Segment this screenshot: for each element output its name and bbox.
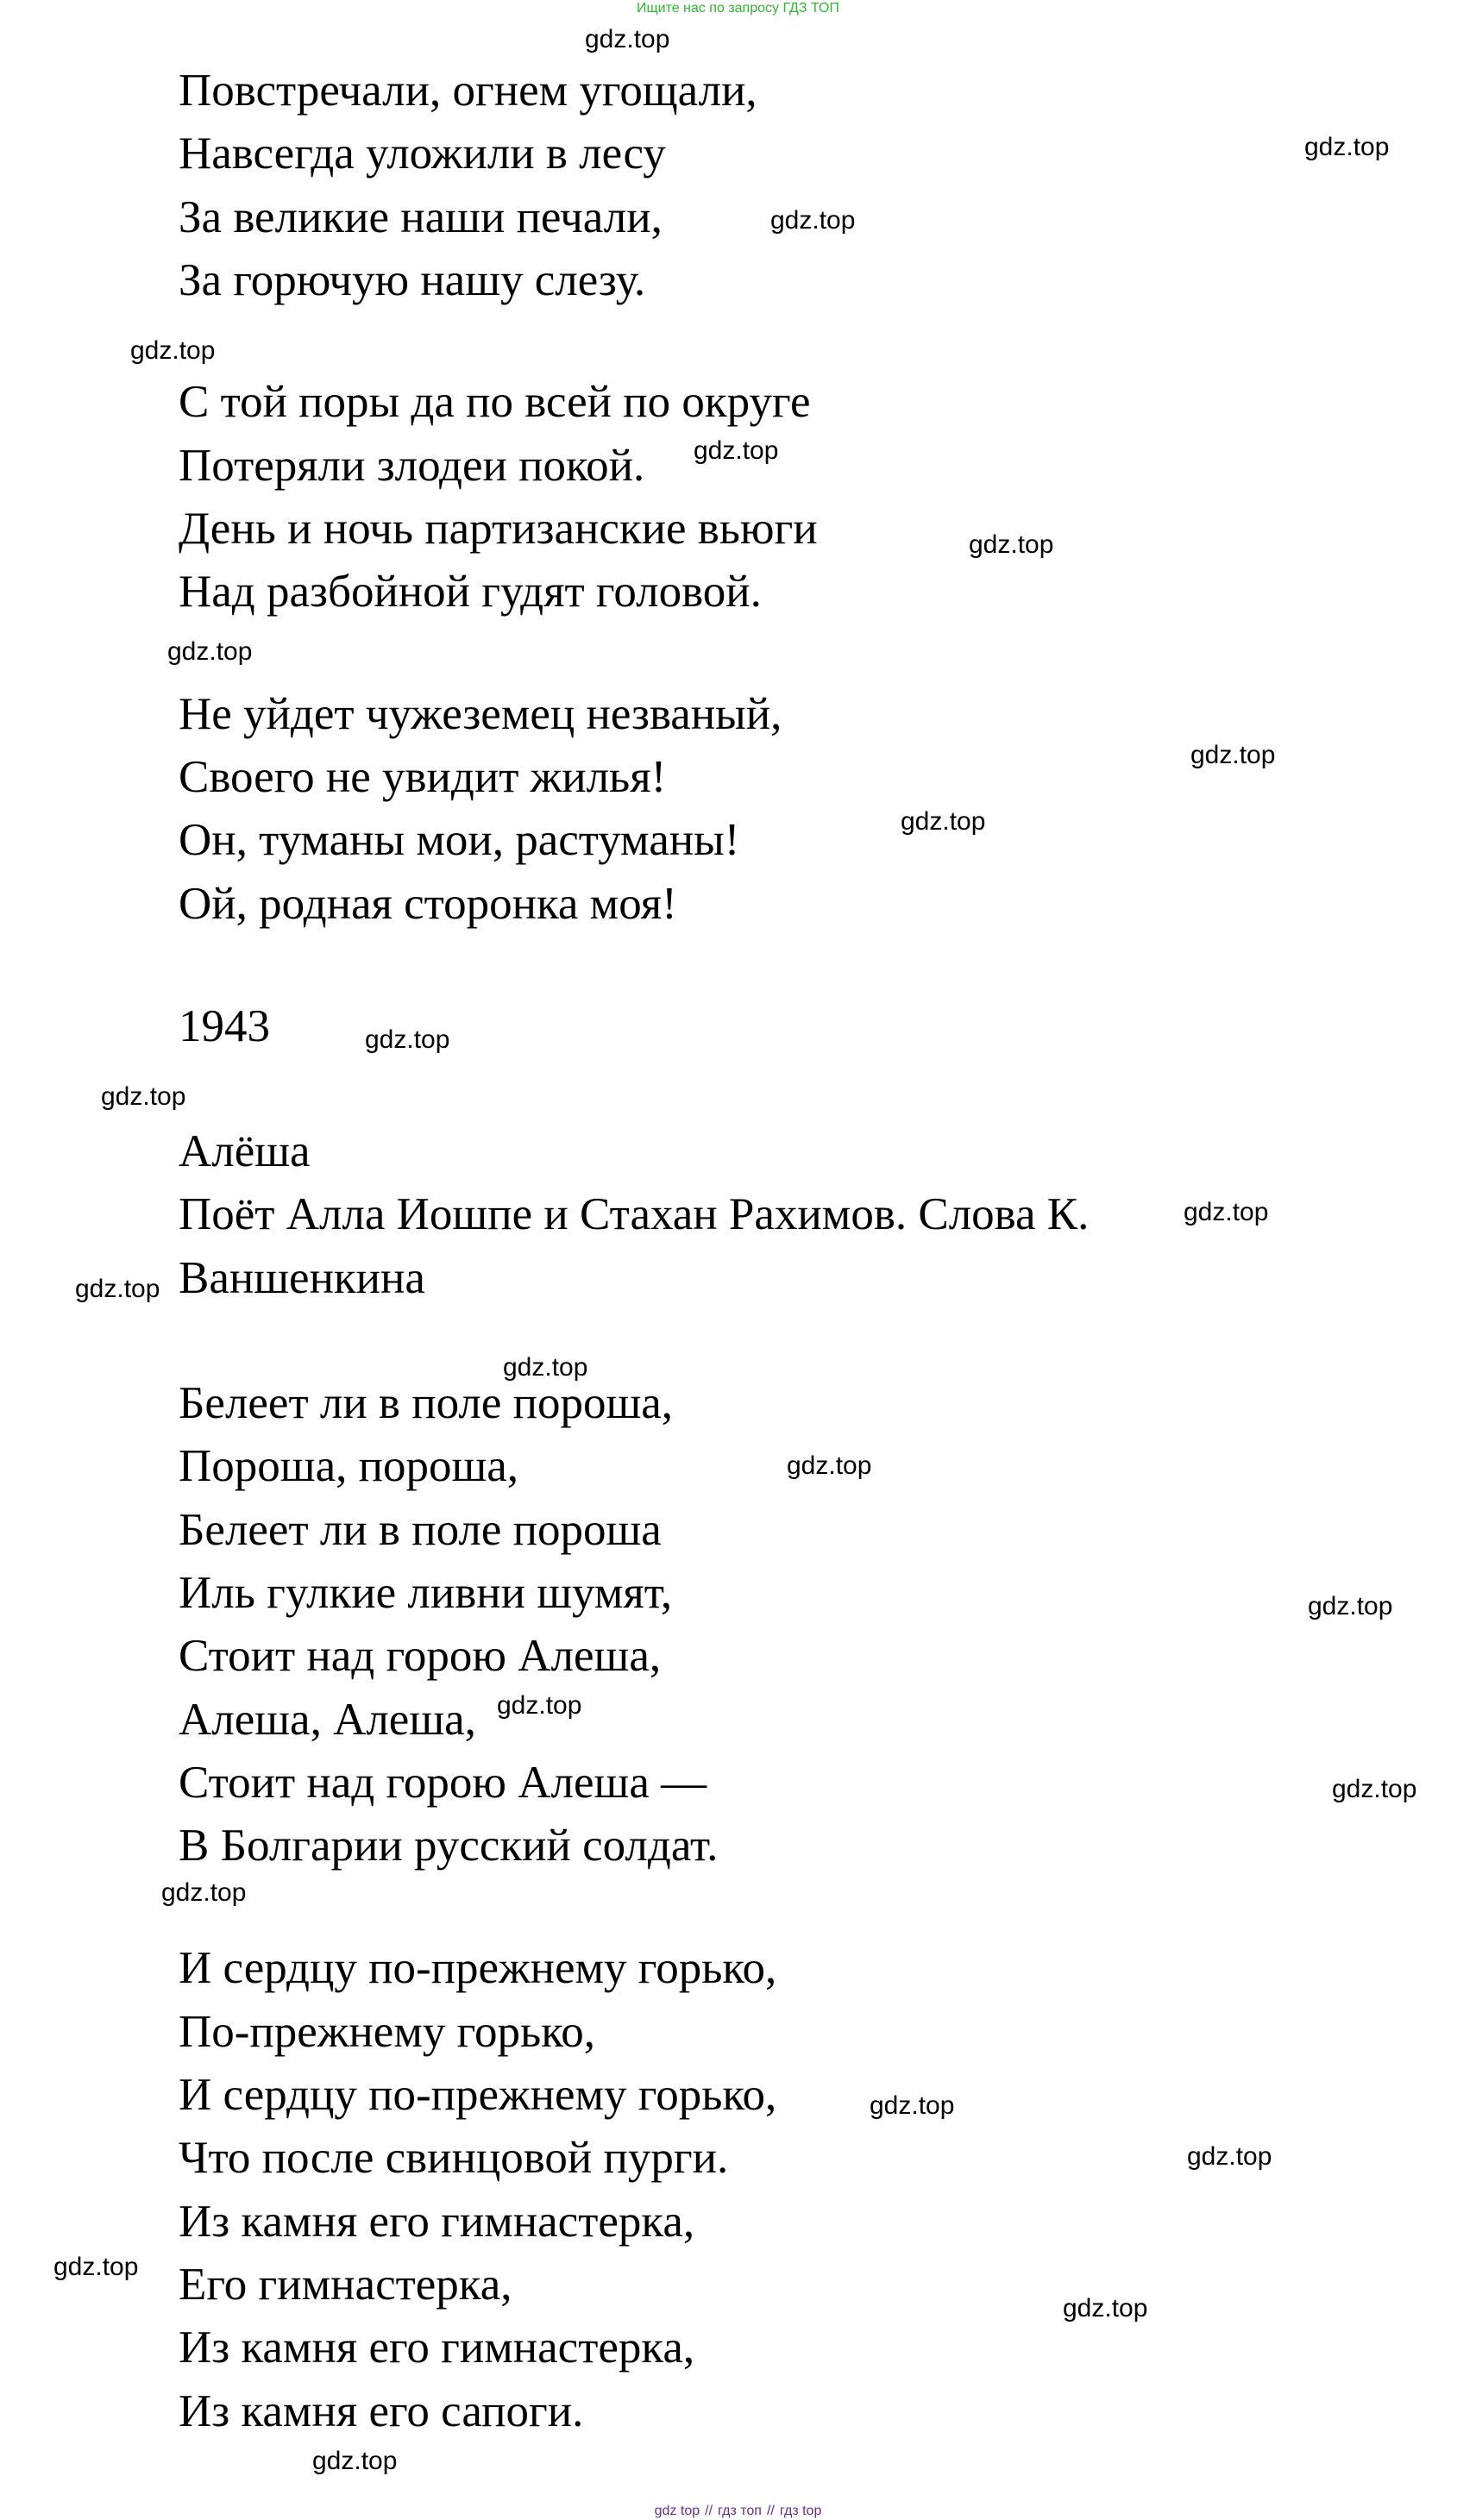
poem-line: За горючую нашу слезу.	[179, 255, 646, 305]
poem-line: День и ночь партизанские вьюги	[179, 504, 818, 554]
song-title: Алёша	[179, 1126, 311, 1176]
footer-links	[0, 2504, 1476, 2519]
poem-line: И сердцу по-прежнему горько,	[179, 1943, 777, 1993]
poem-line: С той поры да по всей по округе	[179, 377, 811, 427]
song-credit: Поёт Алла Иошпе и Стахан Рахимов. Слова К.	[179, 1189, 1090, 1239]
poem-line: Что после свинцовой пурги.	[179, 2133, 729, 2183]
footer-separator: //	[766, 2504, 775, 2518]
poem-line: Ой, родная сторонка моя!	[179, 879, 677, 929]
poem-line: Белеет ли в поле пороша	[179, 1505, 662, 1555]
poem-line: Стоит над горою Алеша —	[179, 1758, 707, 1808]
watermark: gdz.top	[1187, 2142, 1272, 2171]
watermark: gdz.top	[53, 2253, 139, 2281]
watermark: gdz.top	[1332, 1775, 1417, 1803]
poem-line: Своего не увидит жилья!	[179, 752, 667, 802]
watermark: gdz.top	[1304, 133, 1390, 161]
watermark: gdz.top	[870, 2091, 955, 2120]
poem-line: По-прежнему горько,	[179, 2007, 596, 2057]
watermark: gdz.top	[901, 807, 986, 836]
watermark: gdz.top	[1184, 1198, 1269, 1226]
poem-line: Из камня его сапоги.	[179, 2386, 584, 2436]
poem-line: Навсегда уложили в лесу	[179, 129, 666, 179]
poem-line: Иль гулкие ливни шумят,	[179, 1568, 673, 1618]
watermark: gdz.top	[503, 1353, 588, 1382]
footer-link[interactable]: гдз top	[779, 2504, 822, 2518]
poem-line: Его гимнастерка,	[179, 2260, 512, 2310]
footer-link[interactable]: гдз топ	[718, 2504, 762, 2518]
footer-separator: //	[705, 2504, 713, 2518]
poem-line: Повстречали, огнем угощали,	[179, 66, 757, 116]
poem-line: Не уйдет чужеземец незваный,	[179, 689, 782, 739]
watermark: gdz.top	[770, 206, 856, 235]
poem-line: В Болгарии русский солдат.	[179, 1821, 719, 1871]
watermark: gdz.top	[130, 336, 216, 365]
poem-year: 1943	[179, 1001, 270, 1051]
watermark: gdz.top	[969, 530, 1054, 559]
watermark: gdz.top	[167, 637, 253, 666]
watermark: gdz.top	[585, 25, 670, 53]
footer-link[interactable]: gdz top	[654, 2504, 700, 2518]
poem-line: Белеет ли в поле пороша,	[179, 1378, 674, 1428]
watermark: gdz.top	[1190, 741, 1276, 769]
song-credit: Ваншенкина	[179, 1253, 425, 1303]
poem-line: Пороша, пороша,	[179, 1441, 519, 1491]
top-banner: Ищите нас по запросу ГДЗ ТОП	[637, 1, 839, 16]
watermark: gdz.top	[161, 1878, 247, 1907]
watermark: gdz.top	[694, 436, 779, 465]
watermark: gdz.top	[75, 1275, 160, 1303]
poem-line: За великие наши печали,	[179, 192, 663, 242]
poem-line: Стоит над горою Алеша,	[179, 1631, 662, 1681]
watermark: gdz.top	[1308, 1592, 1393, 1620]
watermark: gdz.top	[1063, 2294, 1148, 2323]
watermark: gdz.top	[312, 2447, 398, 2475]
poem-line: Над разбойной гудят головой.	[179, 567, 762, 617]
poem-line: Он, туманы мои, растуманы!	[179, 815, 740, 865]
watermark: gdz.top	[787, 1451, 872, 1480]
watermark: gdz.top	[497, 1691, 582, 1720]
poem-line: И сердцу по-прежнему горько,	[179, 2070, 777, 2120]
watermark: gdz.top	[101, 1082, 186, 1111]
poem-line: Из камня его гимнастерка,	[179, 2197, 695, 2247]
poem-line: Из камня его гимнастерка,	[179, 2323, 695, 2373]
watermark: gdz.top	[365, 1025, 450, 1054]
poem-line: Потеряли злодеи покой.	[179, 441, 645, 491]
poem-line: Алеша, Алеша,	[179, 1695, 476, 1745]
